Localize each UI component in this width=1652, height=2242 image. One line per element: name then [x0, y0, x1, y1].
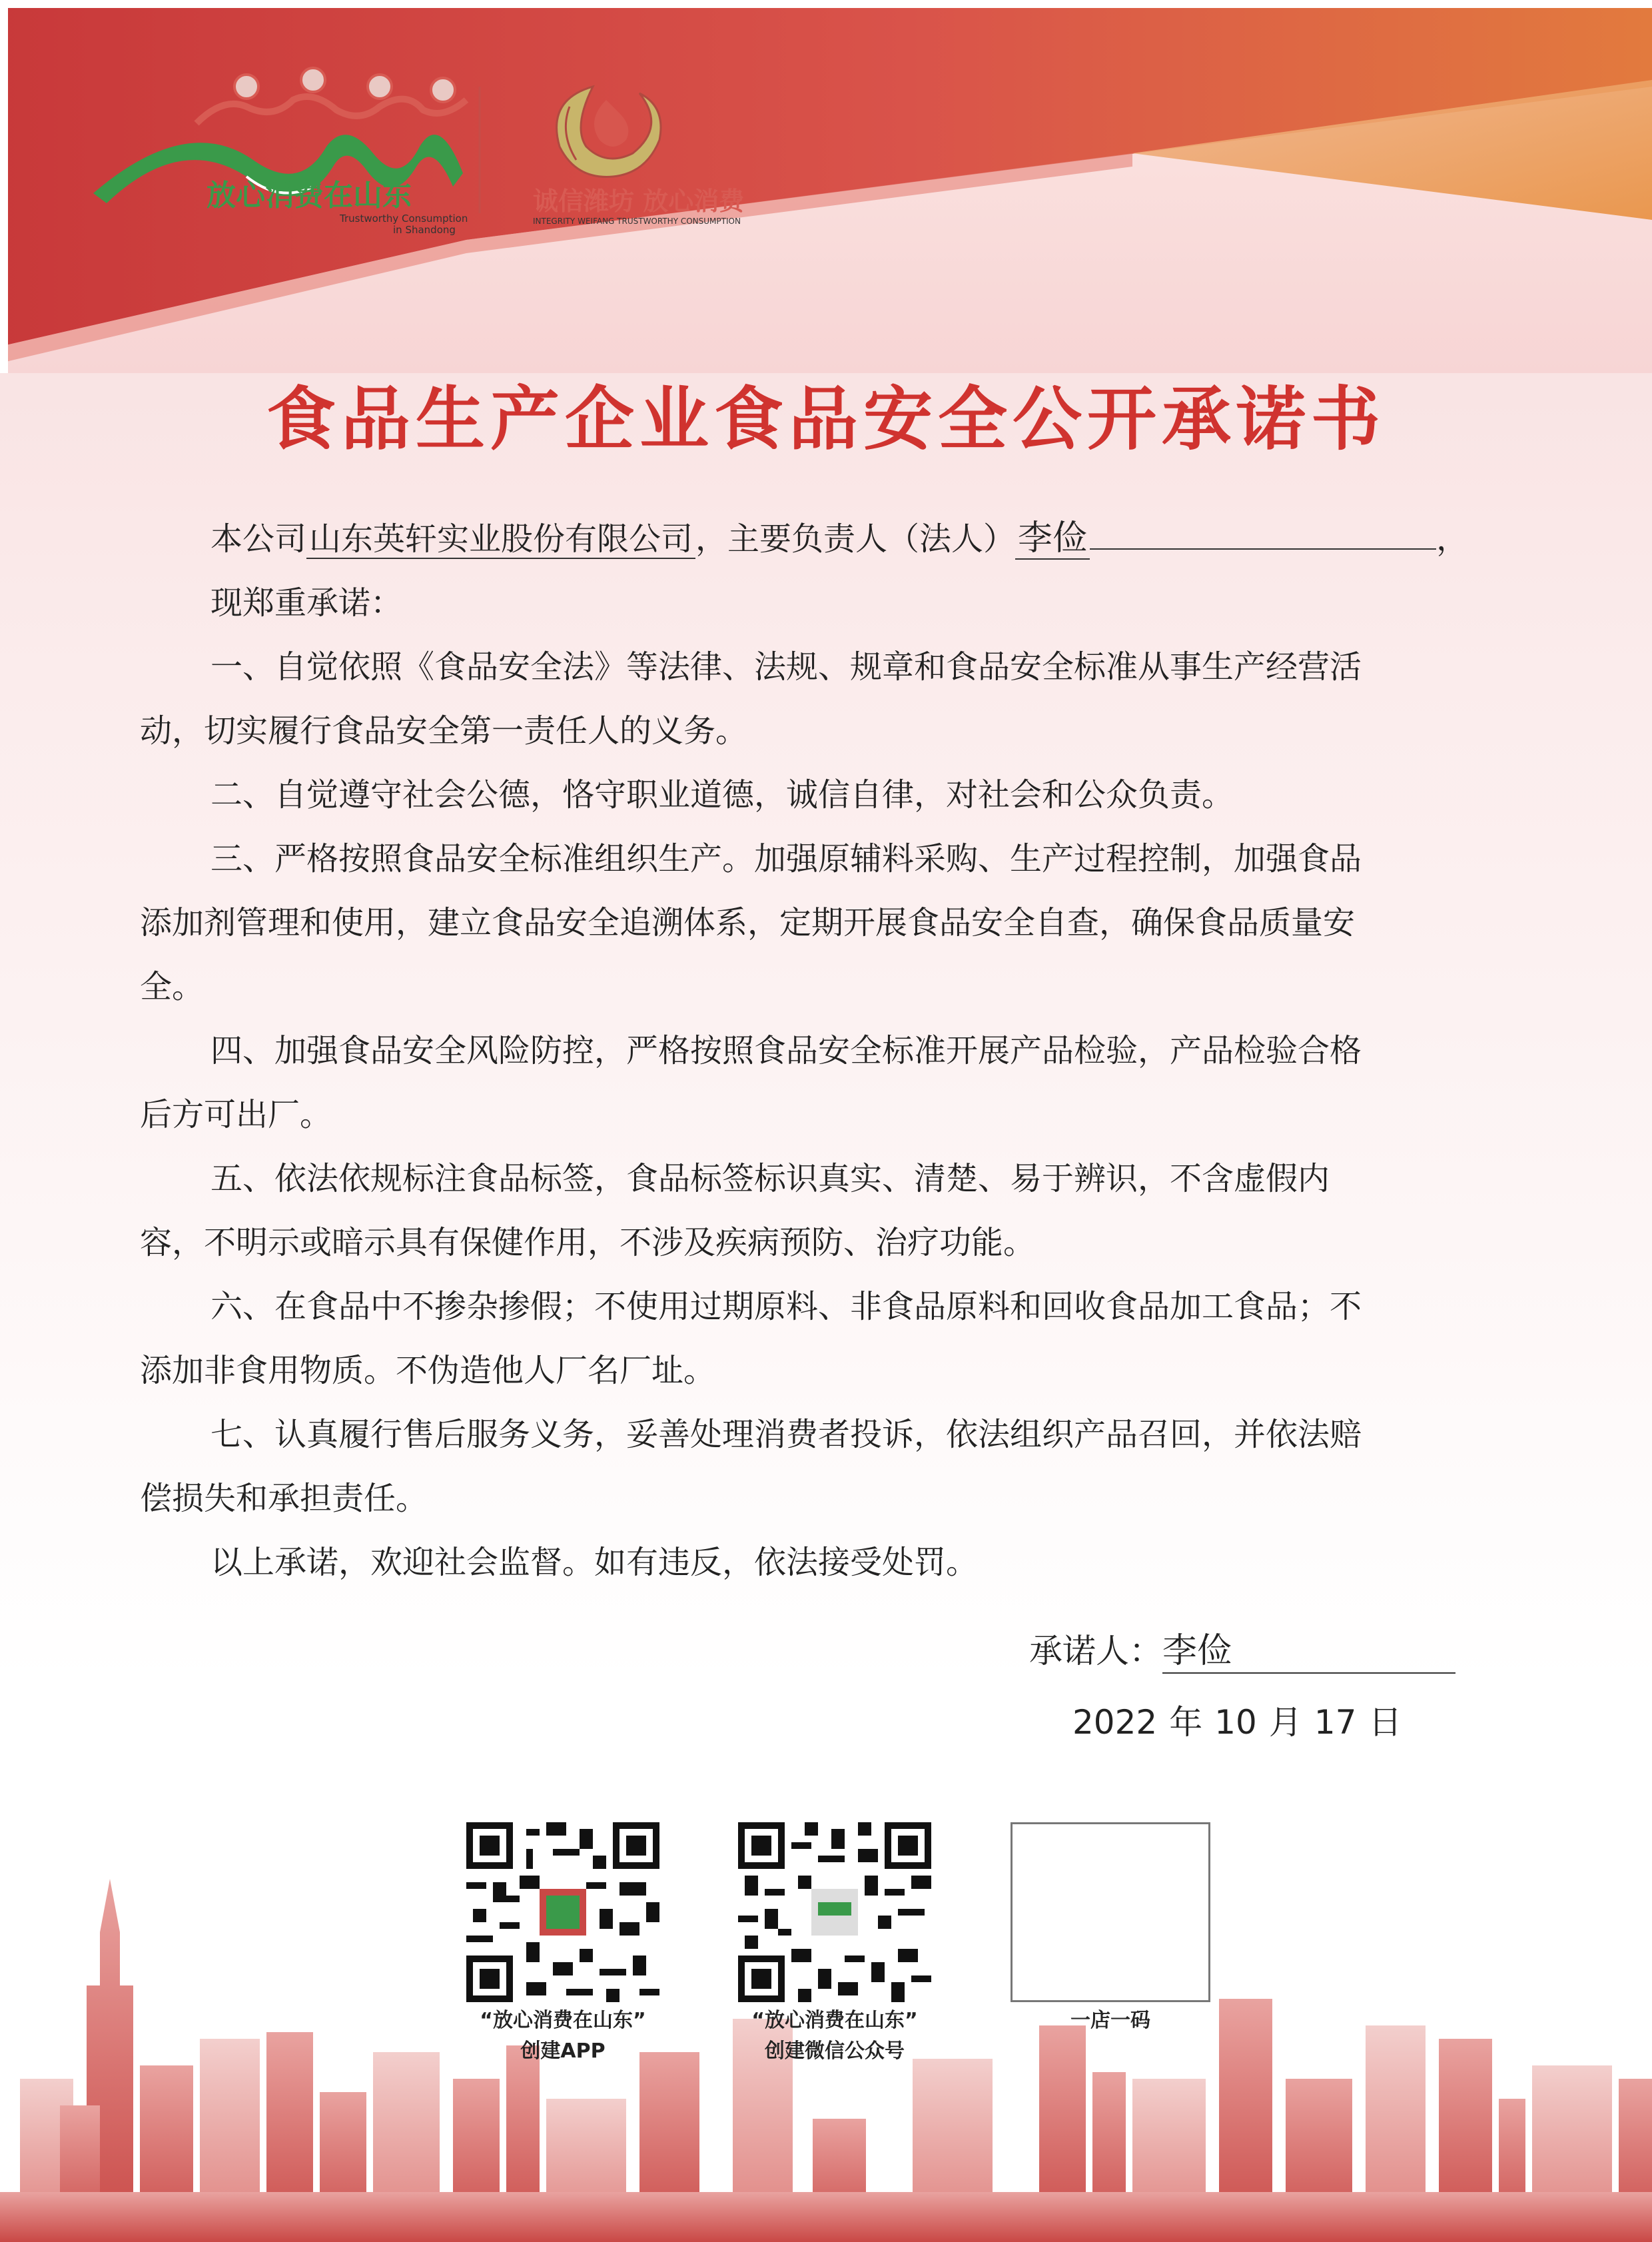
- qr-caption-wechat-line2: 创建微信公众号: [765, 2039, 905, 2063]
- qr-code-wechat[interactable]: [738, 1822, 931, 2002]
- date-year-unit: 年: [1169, 1703, 1203, 1742]
- qr-caption-app-line1: “放心消费在山东”: [480, 2009, 646, 2032]
- signature-label: 承诺人：: [1029, 1632, 1162, 1670]
- document-body: [140, 506, 1532, 1594]
- closing-statement: 以上承诺，欢迎社会监督。如有违反，依法接受处罚。: [210, 1544, 979, 1581]
- store-code-caption: 一店一码: [1070, 2009, 1150, 2032]
- intro-middle: ，主要负责人（法人）: [695, 520, 1016, 558]
- qr-caption-app: [430, 2005, 696, 2067]
- date-day: 17: [1314, 1703, 1357, 1742]
- intro-suffix: ，: [1436, 520, 1469, 558]
- qr-caption-wechat-line1: “放心消费在山东”: [751, 2009, 918, 2032]
- legal-person-name: 李俭: [1015, 518, 1090, 560]
- intro-line: [140, 506, 1532, 571]
- intro-prefix: 本公司: [210, 520, 307, 558]
- company-name: 山东英轩实业股份有限公司: [306, 520, 695, 559]
- signature-line: [1162, 1622, 1455, 1674]
- clause-6-line-2: 添加非食用物质。不伪造他人厂名厂址。: [140, 1352, 716, 1389]
- date-day-unit: 日: [1368, 1703, 1402, 1742]
- clause-2-line-1: 二、自觉遵守社会公德，恪守职业道德，诚信自律，对社会和公众负责。: [210, 776, 1234, 814]
- clause-5-line-1: 五、依法依规标注食品标签，食品标签标识真实、清楚、易于辨识，不含虚假内: [210, 1160, 1330, 1197]
- clause-3-line-3: 全。: [140, 968, 205, 1005]
- clause-7-line-1: 七、认真履行售后服务义务，妥善处理消费者投诉，依法组织产品召回，并依法赔: [210, 1416, 1362, 1453]
- clause-5-line-2: 容，不明示或暗示具有保健作用，不涉及疾病预防、治疗功能。: [140, 1224, 1036, 1261]
- clause-7-line-2: 偿损失和承担责任。: [140, 1480, 428, 1517]
- date-line: [1072, 1696, 1414, 1744]
- qr-caption-app-line2: 创建APP: [520, 2039, 606, 2063]
- clause-4-line-2: 后方可出厂。: [140, 1096, 332, 1133]
- clause-3-line-2: 添加剂管理和使用，建立食品安全追溯体系，定期开展食品安全自查，确保食品质量安: [140, 904, 1356, 941]
- date-year: 2022: [1072, 1703, 1158, 1742]
- left-logo-en-1: Trustworthy Consumption: [340, 213, 468, 225]
- intro-second-line: 现郑重承诺：: [210, 584, 403, 622]
- signature-block: [1029, 1622, 1455, 1674]
- right-logo-en: INTEGRITY WEIFANG TRUSTWORTHY CONSUMPTION: [533, 217, 741, 226]
- clause-1-line-2: 动，切实履行食品安全第一责任人的义务。: [140, 712, 748, 750]
- clause-6-line-1: 六、在食品中不掺杂掺假；不使用过期原料、非食品原料和回收食品加工食品；不: [210, 1288, 1362, 1325]
- signature-name: 李俭: [1162, 1631, 1232, 1671]
- clause-1-line-1: 一、自觉依照《食品安全法》等法律、法规、规章和食品安全标准从事生产经营活: [210, 648, 1362, 686]
- clause-3-line-1: 三、严格按照食品安全标准组织生产。加强原辅料采购、生产过程控制，加强食品: [210, 840, 1362, 877]
- qr-caption-wechat: [701, 2005, 968, 2067]
- weifang-logo-icon: [557, 87, 661, 177]
- qr-code-app[interactable]: [466, 1822, 659, 2002]
- document-title: 食品生产企业食品安全公开承诺书: [266, 378, 1386, 460]
- left-logo-en-2: in Shandong: [393, 224, 456, 236]
- clause-4-line-1: 四、加强食品安全风险防控，严格按照食品安全标准开展产品检验，产品检验合格: [210, 1032, 1362, 1069]
- person-blank-line: [1090, 510, 1436, 550]
- left-logo-cn: 放心消费在山东: [206, 179, 412, 213]
- date-month: 10: [1214, 1703, 1257, 1742]
- store-code-box: [1011, 1822, 1210, 2002]
- right-logo-cn: 诚信潍坊 放心消费: [533, 187, 745, 216]
- logo-area: [80, 60, 846, 247]
- date-month-unit: 月: [1268, 1703, 1302, 1742]
